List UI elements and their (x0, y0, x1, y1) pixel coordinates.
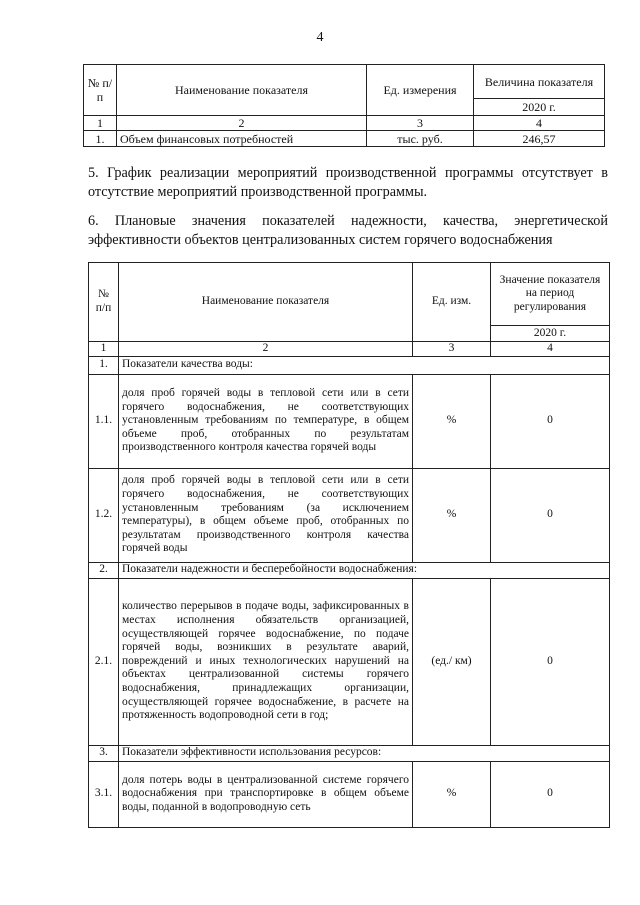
row-name: доля проб горячей воды в тепловой сети или в сети горячего водоснабжения, не соответствующих установленным требованиям (за исключением температуры), в общем объеме проб, отобранных по результатам производственного контроля качества горячей воды (119, 468, 413, 562)
index-cell: 4 (491, 342, 610, 357)
header-year: 2020 г. (474, 99, 605, 116)
header-name: Наименование показателя (119, 263, 413, 342)
paragraph-5: 5. График реализации мероприятий производственной программы отсутствует в отсутствие мероприятий производственной программы. (88, 165, 608, 200)
row-unit: % (413, 468, 491, 562)
table-row (84, 131, 605, 147)
section-title: Показатели эффективности использования ресурсов: (119, 745, 610, 761)
index-cell: 2 (119, 342, 413, 357)
index-cell: 1 (89, 342, 119, 357)
page-number: 4 (316, 30, 324, 45)
section-row (89, 562, 610, 578)
table-row (89, 578, 610, 745)
row-unit: % (413, 761, 491, 827)
row-name: количество перерывов в подаче воды, зафиксированных в местах исполнения обязательств организацией, осуществляющей горячее водоснабжение, по подаче горячей воды, возникших в результате аварий, повреждений и иных технологических нарушений на объектах централизованной системы горячего водоснабжения, принадлежащих организации, осуществляющей горячее водоснабжение, в расчете на протяженность водопроводной сети в год; (119, 578, 413, 745)
section-num: 1. (89, 356, 119, 374)
header-unit: Ед. измерения (367, 65, 474, 116)
row-num: 1.1. (89, 374, 119, 468)
row-num: 2.1. (89, 578, 119, 745)
indicators-table (88, 262, 610, 828)
section-row (89, 745, 610, 761)
index-cell: 4 (474, 116, 605, 131)
row-name: доля проб горячей воды в тепловой сети или в сети горячего водоснабжения, не соответствующих установленным требованиям по температуре, в общем объеме проб, отобранных по результатам производственного контроля качества горячей воды (119, 374, 413, 468)
table-row (89, 761, 610, 827)
row-value: 0 (491, 374, 610, 468)
row-num: 3.1. (89, 761, 119, 827)
section-num: 3. (89, 745, 119, 761)
index-cell: 3 (413, 342, 491, 357)
row-name: Объем финансовых потребностей (117, 131, 367, 147)
financial-needs-table (83, 64, 605, 147)
paragraph-6: 6. Плановые значения показателей надежности, качества, энергетической эффективности объектов централизованных систем горячего водоснабжения (88, 213, 608, 248)
table-row (89, 468, 610, 562)
row-value: 0 (491, 578, 610, 745)
section-row (89, 356, 610, 374)
index-cell: 3 (367, 116, 474, 131)
section-title: Показатели качества воды: (119, 356, 610, 374)
header-num: № п/п (89, 263, 119, 342)
header-num: № п/п (84, 65, 117, 116)
index-cell: 2 (117, 116, 367, 131)
header-name: Наименование показателя (117, 65, 367, 116)
header-value: Значение показателя на период регулирования (491, 263, 610, 326)
row-value: 0 (491, 761, 610, 827)
row-unit: % (413, 374, 491, 468)
section-num: 2. (89, 562, 119, 578)
header-value: Величина показателя (474, 65, 605, 99)
header-year: 2020 г. (491, 326, 610, 342)
row-name: доля потерь воды в централизованной системе горячего водоснабжения при транспортировке в общем объеме воды, поданной в водопроводную сеть (119, 761, 413, 827)
row-value: 0 (491, 468, 610, 562)
row-unit: (ед./ км) (413, 578, 491, 745)
row-value: 246,57 (474, 131, 605, 147)
index-cell: 1 (84, 116, 117, 131)
row-unit: тыс. руб. (367, 131, 474, 147)
row-num: 1.2. (89, 468, 119, 562)
section-title: Показатели надежности и бесперебойности водоснабжения: (119, 562, 610, 578)
row-num: 1. (84, 131, 117, 147)
table-row (89, 374, 610, 468)
header-unit: Ед. изм. (413, 263, 491, 342)
